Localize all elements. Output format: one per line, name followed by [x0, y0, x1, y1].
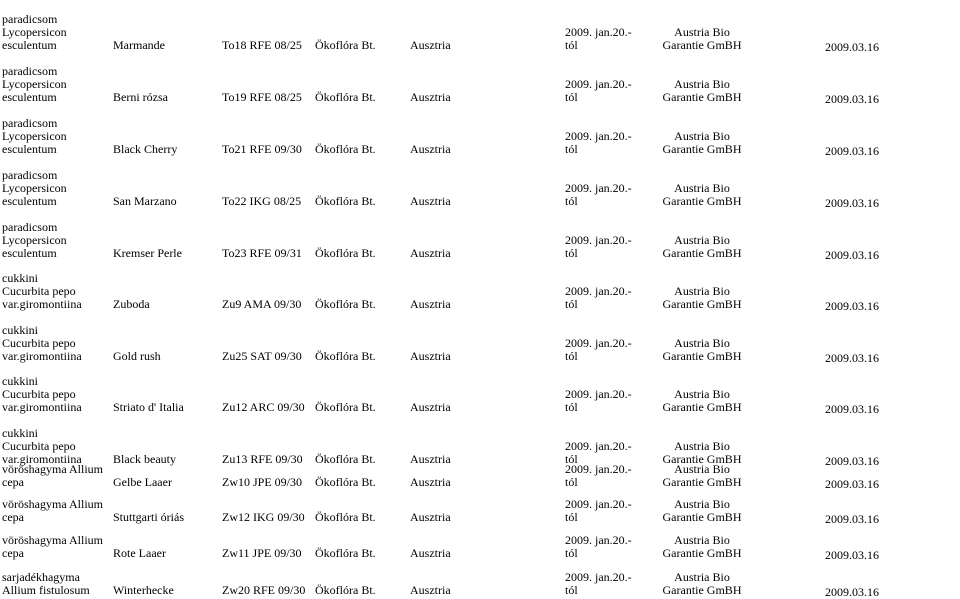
supplier-cell: Ökoflóra Bt.	[315, 510, 376, 524]
certifier-cell	[642, 571, 762, 597]
supplier-cell: Ökoflóra Bt.	[315, 583, 376, 597]
cert-date-cell: 2009.03.16	[825, 144, 879, 158]
code-cell: Zu13 RFE 09/30	[222, 452, 303, 466]
species-line: cukkini	[2, 374, 38, 388]
species-line: cepa	[2, 475, 24, 489]
variety-cell: San Marzano	[113, 194, 177, 208]
certifier-cell-line: Garantie GmBH	[662, 194, 742, 208]
species-line: Lycopersicon	[2, 233, 67, 247]
cert-date-cell: 2009.03.16	[825, 196, 879, 210]
table-row	[0, 272, 960, 311]
code-cell: To22 IKG 08/25	[222, 194, 302, 208]
species-line: Cucurbita pepo	[2, 387, 76, 401]
variety-cell: Gold rush	[113, 349, 161, 363]
species-line: esculentum	[2, 246, 57, 260]
species-line: var.giromontiina	[2, 297, 82, 311]
table-row	[0, 169, 960, 208]
certifier-cell-line: Garantie GmBH	[662, 400, 742, 414]
certifier-cell	[642, 234, 762, 260]
date-from-cell-line: tól	[565, 400, 578, 414]
date-from-cell	[565, 182, 635, 208]
species-line: Lycopersicon	[2, 181, 67, 195]
certifier-cell	[642, 182, 762, 208]
certifier-cell-line: Garantie GmBH	[662, 452, 742, 466]
certifier-cell-line: Austria Bio	[674, 533, 730, 547]
species-cell	[2, 534, 103, 560]
species-line: var.giromontiina	[2, 400, 82, 414]
date-from-cell	[565, 130, 635, 156]
species-line: Cucurbita pepo	[2, 336, 76, 350]
species-line: Cucurbita pepo	[2, 284, 76, 298]
date-from-cell	[565, 571, 635, 597]
certifier-cell	[642, 388, 762, 414]
date-from-cell	[565, 337, 635, 363]
variety-cell: Marmande	[113, 38, 165, 52]
table-row	[0, 571, 960, 597]
country-cell: Ausztria	[410, 475, 451, 489]
date-from-cell-line: 2009. jan.20.-	[565, 462, 632, 476]
cert-date-cell: 2009.03.16	[825, 92, 879, 106]
supplier-cell: Ökoflóra Bt.	[315, 246, 376, 260]
certifier-cell	[642, 534, 762, 560]
code-cell: Zu9 AMA 09/30	[222, 297, 302, 311]
species-line: paradicsom	[2, 220, 58, 234]
certifier-cell-line: Garantie GmBH	[662, 510, 742, 524]
species-line: cepa	[2, 510, 24, 524]
species-line: paradicsom	[2, 12, 58, 26]
table-row	[0, 221, 960, 260]
date-from-cell-line: tól	[565, 546, 578, 560]
date-from-cell	[565, 388, 635, 414]
supplier-cell: Ökoflóra Bt.	[315, 475, 376, 489]
supplier-cell: Ökoflóra Bt.	[315, 38, 376, 52]
date-from-cell-line: 2009. jan.20.-	[565, 533, 632, 547]
country-cell: Ausztria	[410, 400, 451, 414]
species-line: cepa	[2, 546, 24, 560]
variety-cell: Black Cherry	[113, 142, 178, 156]
date-from-cell-line: 2009. jan.20.-	[565, 129, 632, 143]
date-from-cell-line: tól	[565, 194, 578, 208]
certifier-cell-line: Garantie GmBH	[662, 583, 742, 597]
certifier-cell	[642, 337, 762, 363]
date-from-cell-line: tól	[565, 349, 578, 363]
certifier-cell-line: Austria Bio	[674, 336, 730, 350]
species-line: cukkini	[2, 323, 38, 337]
supplier-cell: Ökoflóra Bt.	[315, 349, 376, 363]
species-line: vöröshagyma Allium	[2, 462, 103, 476]
cert-date-cell: 2009.03.16	[825, 477, 879, 491]
table-row	[0, 375, 960, 414]
supplier-cell: Ökoflóra Bt.	[315, 297, 376, 311]
date-from-cell-line: 2009. jan.20.-	[565, 570, 632, 584]
species-cell	[2, 498, 103, 524]
date-from-cell-line: 2009. jan.20.-	[565, 439, 632, 453]
certifier-cell-line: Austria Bio	[674, 129, 730, 143]
cert-date-cell: 2009.03.16	[825, 248, 879, 262]
species-cell	[2, 375, 82, 414]
certifier-cell-line: Austria Bio	[674, 497, 730, 511]
species-cell	[2, 272, 82, 311]
variety-cell: Winterhecke	[113, 583, 174, 597]
species-cell	[2, 463, 103, 489]
date-from-cell-line: tól	[565, 510, 578, 524]
species-cell	[2, 13, 67, 52]
species-cell	[2, 221, 67, 260]
supplier-cell: Ökoflóra Bt.	[315, 194, 376, 208]
date-from-cell-line: 2009. jan.20.-	[565, 497, 632, 511]
cert-date-cell: 2009.03.16	[825, 585, 879, 599]
certifier-cell-line: Garantie GmBH	[662, 297, 742, 311]
date-from-cell-line: 2009. jan.20.-	[565, 233, 632, 247]
certifier-cell	[642, 463, 762, 489]
cert-date-cell: 2009.03.16	[825, 454, 879, 468]
cert-date-cell: 2009.03.16	[825, 351, 879, 365]
certifier-cell-line: Austria Bio	[674, 284, 730, 298]
table-row	[0, 463, 960, 489]
species-line: Allium fistulosum	[2, 583, 90, 597]
date-from-cell	[565, 26, 635, 52]
species-line: Lycopersicon	[2, 25, 67, 39]
date-from-cell-line: tól	[565, 38, 578, 52]
variety-cell: Stuttgarti óriás	[113, 510, 184, 524]
species-line: paradicsom	[2, 168, 58, 182]
species-line: esculentum	[2, 38, 57, 52]
supplier-cell: Ökoflóra Bt.	[315, 400, 376, 414]
variety-cell: Zuboda	[113, 297, 150, 311]
country-cell: Ausztria	[410, 246, 451, 260]
cert-date-cell: 2009.03.16	[825, 299, 879, 313]
certifier-cell-line: Garantie GmBH	[662, 246, 742, 260]
species-cell	[2, 117, 67, 156]
date-from-cell-line: tól	[565, 90, 578, 104]
certifier-cell	[642, 498, 762, 524]
table-row	[0, 13, 960, 52]
date-from-cell-line: 2009. jan.20.-	[565, 25, 632, 39]
code-cell: Zw20 RFE 09/30	[222, 583, 306, 597]
date-from-cell-line: tól	[565, 246, 578, 260]
species-line: Lycopersicon	[2, 77, 67, 91]
species-cell	[2, 427, 82, 466]
species-line: var.giromontiina	[2, 349, 82, 363]
certifier-cell	[642, 26, 762, 52]
species-line: cukkini	[2, 271, 38, 285]
country-cell: Ausztria	[410, 452, 451, 466]
date-from-cell	[565, 234, 635, 260]
species-cell	[2, 324, 82, 363]
species-cell	[2, 571, 90, 597]
species-line: paradicsom	[2, 64, 58, 78]
date-from-cell-line: tól	[565, 297, 578, 311]
species-line: vöröshagyma Allium	[2, 497, 103, 511]
country-cell: Ausztria	[410, 90, 451, 104]
date-from-cell-line: tól	[565, 452, 578, 466]
date-from-cell-line: 2009. jan.20.-	[565, 77, 632, 91]
certifier-cell-line: Austria Bio	[674, 439, 730, 453]
code-cell: Zw11 JPE 09/30	[222, 546, 302, 560]
code-cell: To19 RFE 08/25	[222, 90, 302, 104]
code-cell: Zw12 IKG 09/30	[222, 510, 305, 524]
date-from-cell-line: 2009. jan.20.-	[565, 284, 632, 298]
certifier-cell-line: Garantie GmBH	[662, 142, 742, 156]
date-from-cell-line: tól	[565, 142, 578, 156]
certifier-cell-line: Austria Bio	[674, 570, 730, 584]
species-line: paradicsom	[2, 116, 58, 130]
code-cell: Zu12 ARC 09/30	[222, 400, 305, 414]
supplier-cell: Ökoflóra Bt.	[315, 452, 376, 466]
date-from-cell	[565, 463, 635, 489]
certifier-cell-line: Garantie GmBH	[662, 349, 742, 363]
certifier-cell	[642, 130, 762, 156]
code-cell: Zw10 JPE 09/30	[222, 475, 303, 489]
supplier-cell: Ökoflóra Bt.	[315, 90, 376, 104]
certifier-cell-line: Austria Bio	[674, 462, 730, 476]
variety-cell: Berni rózsa	[113, 90, 168, 104]
variety-cell: Gelbe Laaer	[113, 475, 172, 489]
species-cell	[2, 169, 67, 208]
date-from-cell-line: 2009. jan.20.-	[565, 336, 632, 350]
country-cell: Ausztria	[410, 142, 451, 156]
certifier-cell-line: Austria Bio	[674, 233, 730, 247]
certifier-cell-line: Austria Bio	[674, 181, 730, 195]
country-cell: Ausztria	[410, 297, 451, 311]
certifier-cell	[642, 285, 762, 311]
certifier-cell-line: Garantie GmBH	[662, 546, 742, 560]
certifier-cell-line: Garantie GmBH	[662, 475, 742, 489]
certifier-cell-line: Austria Bio	[674, 25, 730, 39]
variety-cell: Rote Laaer	[113, 546, 166, 560]
cert-date-cell: 2009.03.16	[825, 548, 879, 562]
country-cell: Ausztria	[410, 583, 451, 597]
table-row	[0, 427, 960, 466]
species-line: Lycopersicon	[2, 129, 67, 143]
code-cell: To18 RFE 08/25	[222, 38, 302, 52]
table-row	[0, 498, 960, 524]
date-from-cell-line: tól	[565, 475, 578, 489]
cert-date-cell: 2009.03.16	[825, 40, 879, 54]
species-line: esculentum	[2, 90, 57, 104]
variety-cell: Kremser Perle	[113, 246, 182, 260]
species-line: var.giromontiina	[2, 452, 82, 466]
species-line: esculentum	[2, 194, 57, 208]
date-from-cell-line: 2009. jan.20.-	[565, 387, 632, 401]
date-from-cell	[565, 534, 635, 560]
species-line: sarjadékhagyma	[2, 570, 80, 584]
species-cell	[2, 65, 67, 104]
variety-cell: Black beauty	[113, 452, 176, 466]
species-line: vöröshagyma Allium	[2, 533, 103, 547]
date-from-cell	[565, 78, 635, 104]
country-cell: Ausztria	[410, 349, 451, 363]
species-line: Cucurbita pepo	[2, 439, 76, 453]
country-cell: Ausztria	[410, 38, 451, 52]
species-line: esculentum	[2, 142, 57, 156]
country-cell: Ausztria	[410, 194, 451, 208]
code-cell: Zu25 SAT 09/30	[222, 349, 302, 363]
certifier-cell-line: Garantie GmBH	[662, 90, 742, 104]
supplier-cell: Ökoflóra Bt.	[315, 142, 376, 156]
certifier-cell-line: Garantie GmBH	[662, 38, 742, 52]
country-cell: Ausztria	[410, 510, 451, 524]
table-row	[0, 534, 960, 560]
cert-date-cell: 2009.03.16	[825, 402, 879, 416]
table-row	[0, 65, 960, 104]
date-from-cell-line: 2009. jan.20.-	[565, 181, 632, 195]
code-cell: To21 RFE 09/30	[222, 142, 302, 156]
date-from-cell	[565, 285, 635, 311]
country-cell: Ausztria	[410, 546, 451, 560]
supplier-cell: Ökoflóra Bt.	[315, 546, 376, 560]
table-row	[0, 324, 960, 363]
table-row	[0, 117, 960, 156]
certifier-cell-line: Austria Bio	[674, 77, 730, 91]
date-from-cell-line: tól	[565, 583, 578, 597]
code-cell: To23 RFE 09/31	[222, 246, 302, 260]
species-line: cukkini	[2, 426, 38, 440]
certifier-cell-line: Austria Bio	[674, 387, 730, 401]
cert-date-cell: 2009.03.16	[825, 512, 879, 526]
certifier-cell	[642, 78, 762, 104]
date-from-cell	[565, 498, 635, 524]
variety-cell: Striato d' Italia	[113, 400, 184, 414]
